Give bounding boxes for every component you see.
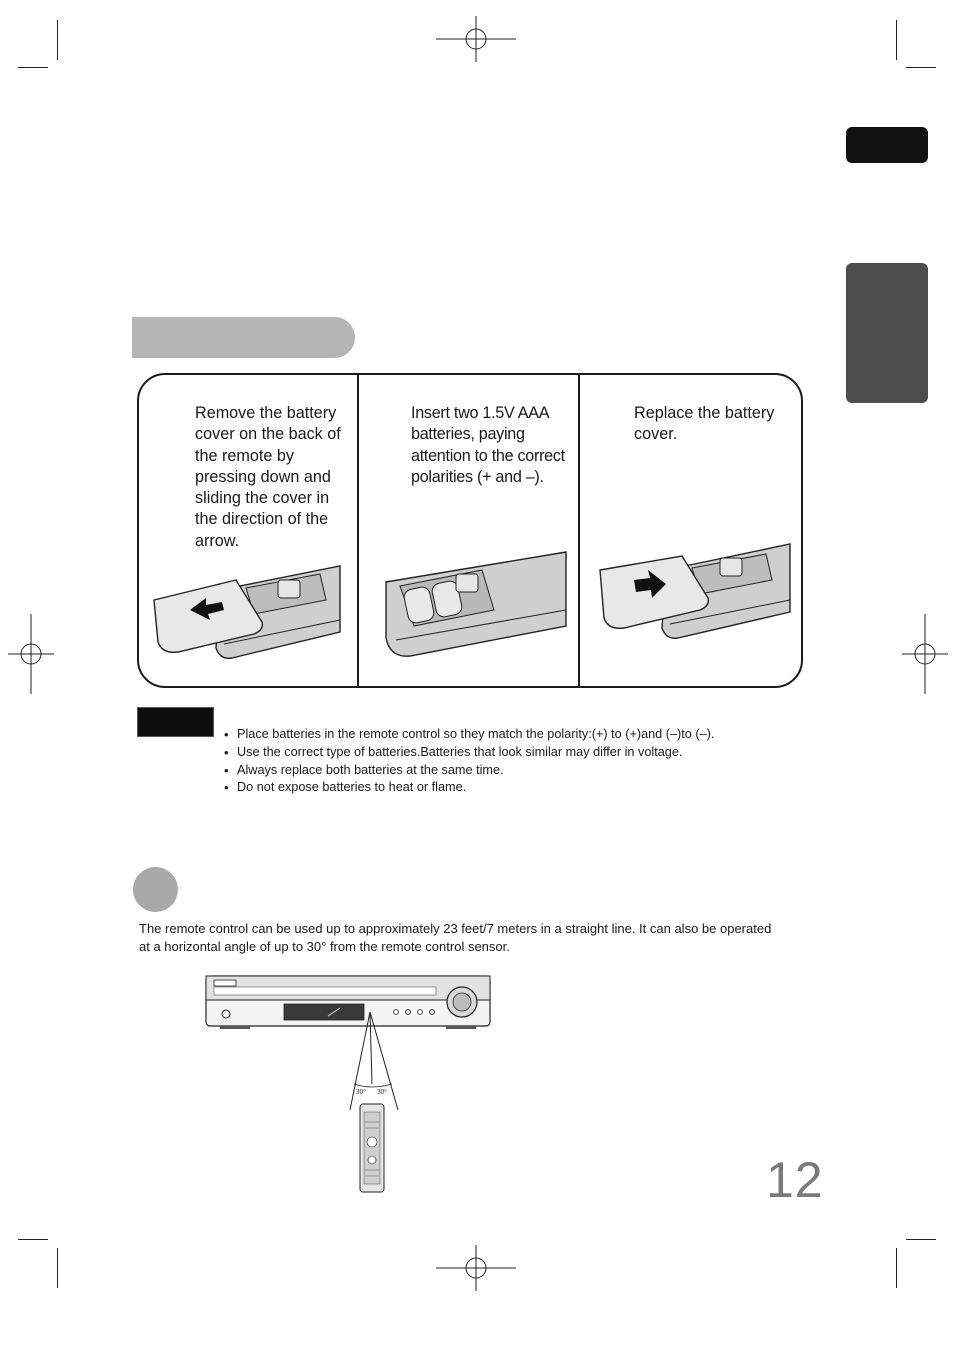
crop-mark xyxy=(906,67,936,68)
note-item: • Do not expose batteries to heat or flame. xyxy=(224,779,714,797)
step-2-text: Insert two 1.5V AAA batteries, paying attention to the correct polarities (+ and –). xyxy=(411,404,565,486)
section-tab xyxy=(846,263,928,403)
chapter-tab xyxy=(846,127,928,163)
angle-label-left: 30° xyxy=(356,1088,366,1096)
step-divider xyxy=(578,373,580,688)
crop-mark xyxy=(896,1248,897,1288)
insert-batteries-illustration xyxy=(382,548,568,660)
registration-mark-right xyxy=(902,614,948,694)
registration-mark-left xyxy=(8,614,54,694)
remove-cover-illustration xyxy=(150,560,342,662)
note-list xyxy=(224,726,714,797)
crop-mark xyxy=(57,1248,58,1288)
angle-label-right: 30° xyxy=(377,1088,387,1096)
registration-mark-bottom xyxy=(436,1245,516,1291)
remote-range-diagram xyxy=(200,972,500,1194)
crop-mark xyxy=(906,1239,936,1240)
section-header-pill xyxy=(132,317,355,358)
note-label xyxy=(137,707,214,737)
step-1-text: Remove the battery cover on the back of the remote by pressing down and sliding the cover in the direction of the arrow. xyxy=(195,404,341,550)
note-item: • Use the correct type of batteries.Batteries that look similar may differ in voltage. xyxy=(224,744,714,762)
note-item: • Always replace both batteries at the same time. xyxy=(224,762,714,780)
crop-mark xyxy=(18,1239,48,1240)
replace-cover-illustration xyxy=(596,540,792,642)
range-description: The remote control can be used up to approximately 23 feet/7 meters in a straight line. It can also be operated at a horizontal angle of up to 30° from the remote control sensor. xyxy=(139,921,772,954)
registration-mark-top xyxy=(436,16,516,62)
crop-mark xyxy=(57,20,58,60)
page-number: 12 xyxy=(766,1152,824,1208)
section-circle-marker xyxy=(133,867,178,912)
step-divider xyxy=(357,373,359,688)
crop-mark xyxy=(18,67,48,68)
crop-mark xyxy=(896,20,897,60)
note-item: • Place batteries in the remote control so they match the polarity:(+) to (+)and (–)to (–). xyxy=(224,726,714,744)
step-3-text: Replace the battery cover. xyxy=(634,404,775,444)
